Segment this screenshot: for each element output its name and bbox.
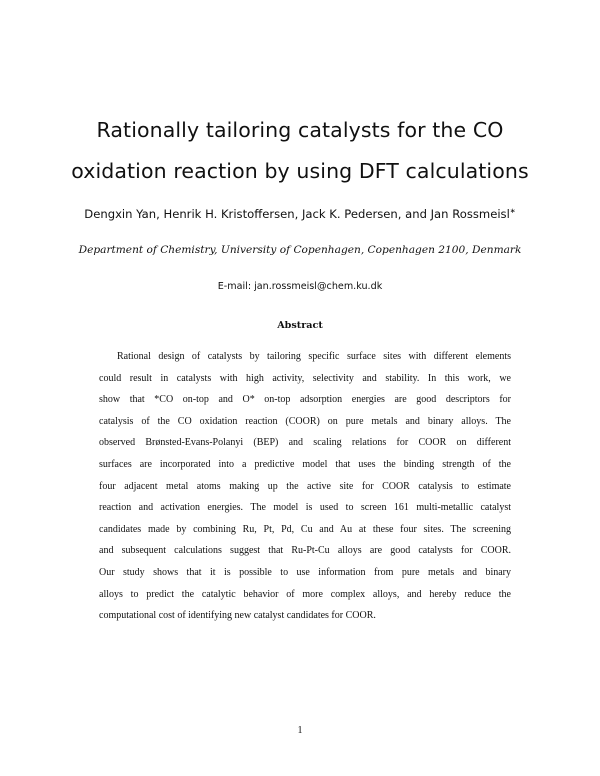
author-names: Dengxin Yan, Henrik H. Kristoffersen, Jack K. Pedersen, and Jan Rossmeisl xyxy=(84,207,510,221)
abstract-line: observed Brønsted-Evans-Polanyi (BEP) and scaling relations for COOR on different xyxy=(99,437,511,449)
abstract-line: alloys to predict the catalytic behavior of more complex alloys, and hereby reduce the xyxy=(99,588,511,600)
abstract-line: catalysis of the CO oxidation reaction (COOR) on pure metals and binary alloys. The xyxy=(99,415,511,427)
abstract-line: candidates made by combining Ru, Pt, Pd, Cu and Au at these four sites. The screening xyxy=(99,523,511,535)
abstract-line: show that *CO on-top and O* on-top adsorption energies are good descriptors for xyxy=(99,394,511,406)
abstract-line: could result in catalysts with high activity, selectivity and stability. In this work, we xyxy=(99,372,511,384)
title-line-2: oxidation reaction by using DFT calculations xyxy=(71,159,529,183)
abstract-heading: Abstract xyxy=(277,320,323,331)
abstract-line: Our study shows that it is possible to use information from pure metals and binary xyxy=(99,566,511,578)
contact-email: E-mail: jan.rossmeisl@chem.ku.dk xyxy=(217,281,383,292)
corresponding-author-marker: ∗ xyxy=(509,207,516,215)
author-list xyxy=(0,207,600,221)
abstract-line: Rational design of catalysts by tailoring specific surface sites with different elements xyxy=(117,351,511,362)
abstract-line: and subsequent calculations suggest that Ru-Pt-Cu alloys are good catalysts for COOR. xyxy=(99,545,511,557)
abstract-line: computational cost of identifying new catalyst candidates for COOR. xyxy=(99,610,376,622)
page-number: 1 xyxy=(297,725,303,736)
affiliation: Department of Chemistry, University of Copenhagen, Copenhagen 2100, Denmark xyxy=(78,244,522,256)
paper-title xyxy=(0,110,600,192)
abstract-line: surfaces are incorporated into a predictive model that uses the binding strength of the xyxy=(99,458,511,470)
abstract-line: reaction and activation energies. The model is used to screen 161 multi-metallic catalyst xyxy=(99,502,511,514)
abstract-body xyxy=(99,346,511,627)
title-line-1: Rationally tailoring catalysts for the CO xyxy=(96,118,504,142)
abstract-line: four adjacent metal atoms making up the active site for COOR catalysis to estimate xyxy=(99,480,511,492)
